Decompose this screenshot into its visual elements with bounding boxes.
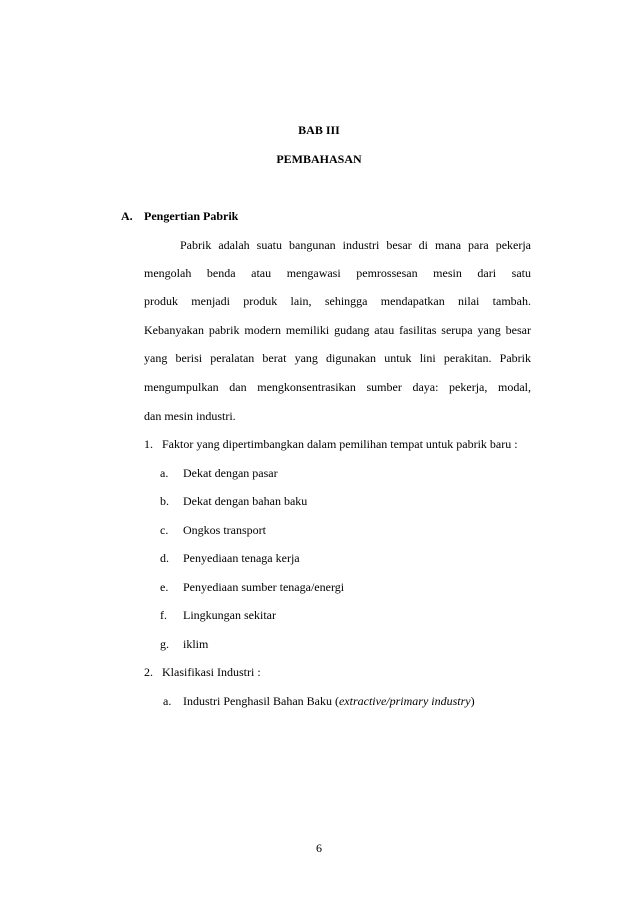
list2-item-text: Industri Penghasil Bahan Baku ( xyxy=(183,694,339,708)
list2-item-marker: a. xyxy=(163,694,172,708)
list2-item-italic: extractive/primary industry xyxy=(338,694,471,708)
paragraph-line-4: Kebanyakan pabrik modern memiliki gudang atau fasilitas serupa yang besar xyxy=(144,323,531,337)
chapter-title: PEMBAHASAN xyxy=(276,152,362,166)
paragraph-line-7: dan mesin industri. xyxy=(144,409,236,423)
list1-item-marker: b. xyxy=(160,494,169,508)
list1-item-marker: e. xyxy=(160,580,169,594)
chapter-heading: BAB III xyxy=(298,123,340,137)
list1-item: iklim xyxy=(183,637,209,651)
list1-item-marker: g. xyxy=(160,637,169,651)
list1-item-marker: c. xyxy=(160,523,169,537)
list2-text: Klasifikasi Industri : xyxy=(162,665,261,679)
list1-marker: 1. xyxy=(144,437,153,451)
list2-item xyxy=(183,694,475,709)
paragraph-line-6: mengumpulkan dan mengkonsentrasikan sumber daya: pekerja, modal, xyxy=(144,380,531,394)
list1-item-marker: d. xyxy=(160,551,169,565)
list1-text: Faktor yang dipertimbangkan dalam pemilihan tempat untuk pabrik baru : xyxy=(162,437,518,451)
paragraph-line-1: Pabrik adalah suatu bangunan industri besar di mana para pekerja xyxy=(180,238,531,252)
paragraph-line-3: produk menjadi produk lain, sehingga mendapatkan nilai tambah. xyxy=(144,294,531,308)
paragraph-line-2: mengolah benda atau mengawasi pemrossesan mesin dari satu xyxy=(144,266,531,280)
section-marker: A. xyxy=(121,209,133,223)
page-number: 6 xyxy=(316,841,322,855)
list1-item: Ongkos transport xyxy=(183,523,266,537)
list1-item-marker: a. xyxy=(160,466,169,480)
list1-item: Lingkungan sekitar xyxy=(183,608,276,622)
list1-item: Dekat dengan pasar xyxy=(183,466,278,480)
list2-item-suffix: ) xyxy=(470,694,475,708)
list1-item: Penyediaan sumber tenaga/energi xyxy=(183,580,345,594)
list2-marker: 2. xyxy=(144,665,153,679)
paragraph-line-5: yang berisi peralatan berat yang digunakan untuk lini perakitan. Pabrik xyxy=(144,351,531,365)
section-title: Pengertian Pabrik xyxy=(144,209,239,223)
list1-item: Penyediaan tenaga kerja xyxy=(183,551,300,565)
list1-item-marker: f. xyxy=(160,608,167,622)
list1-item: Dekat dengan bahan baku xyxy=(183,494,308,508)
